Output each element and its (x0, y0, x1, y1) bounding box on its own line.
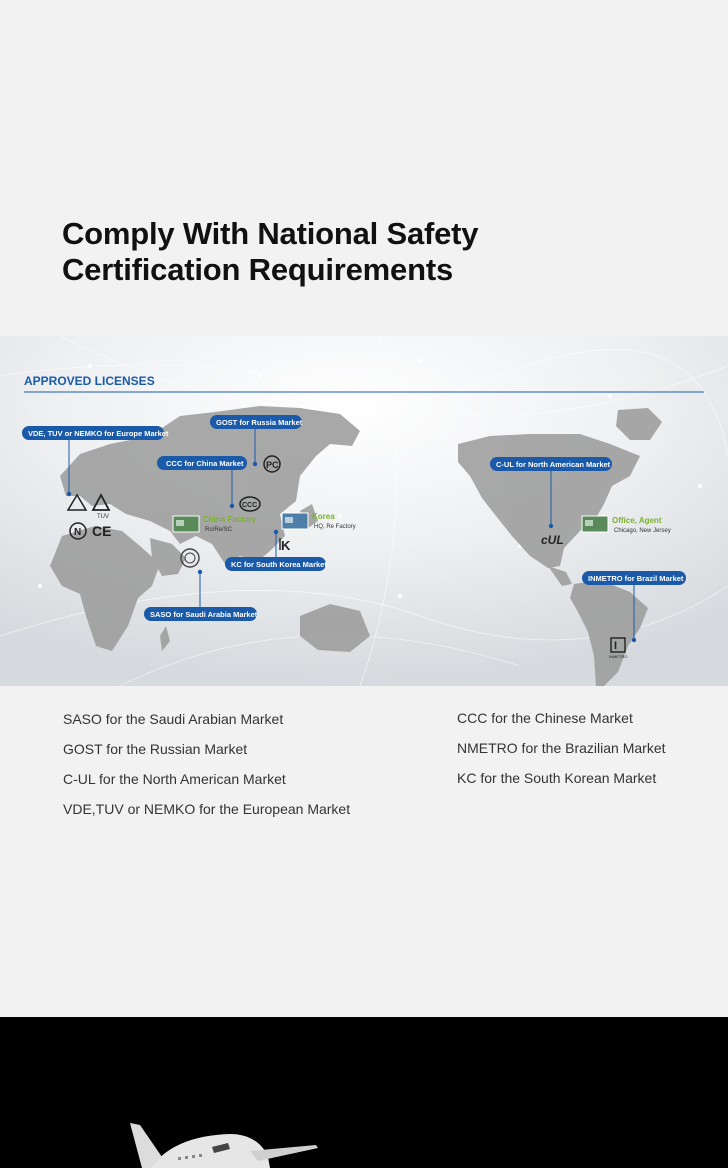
svg-text:INMETRO for Brazil Market: INMETRO for Brazil Market (588, 574, 684, 583)
svg-text:C-UL for North American Marke: C-UL for North American Market (496, 460, 611, 469)
list-item: CCC for the Chinese Market (457, 710, 633, 726)
list-item: VDE,TUV or NEMKO for the European Market (63, 801, 351, 817)
svg-text:CCC: CCC (242, 502, 258, 509)
list-item: C-UL for the North American Market (63, 771, 286, 787)
svg-text:CCC for China Market: CCC for China Market (166, 459, 244, 468)
svg-text:K: K (281, 538, 291, 553)
svg-text:CE: CE (92, 523, 112, 539)
svg-text:N: N (74, 527, 82, 538)
approved-licenses-map (0, 336, 728, 686)
svg-text:I: I (614, 640, 618, 652)
svg-text:TUV: TUV (97, 514, 109, 520)
svg-text:INMETRO: INMETRO (609, 654, 628, 659)
svg-text:China Factory: China Factory (203, 515, 257, 524)
page-title (62, 216, 622, 288)
approved-licenses-header: APPROVED LICENSES (24, 374, 155, 388)
svg-text:cUL: cUL (541, 533, 564, 547)
svg-text:SASO for Saudi Arabia Market: SASO for Saudi Arabia Market (150, 610, 258, 619)
list-item: SASO for the Saudi Arabian Market (63, 711, 284, 727)
airplane-image (0, 1017, 728, 1168)
svg-text:Chicago, New Jersey: Chicago, New Jersey (614, 528, 671, 534)
title-line-1: Comply With National Safety (62, 216, 479, 251)
list-item: GOST for the Russian Market (63, 741, 248, 757)
list-item: KC for the South Korean Market (457, 770, 657, 786)
market-list-left (63, 704, 350, 824)
svg-text:Office, Agent: Office, Agent (612, 516, 662, 525)
svg-text:PC: PC (266, 460, 279, 470)
svg-text:KC for South Korea Market: KC for South Korea Market (231, 560, 327, 569)
market-list-right (457, 703, 666, 793)
list-item: NMETRO for the Brazilian Market (457, 740, 666, 756)
svg-text:HQ, Re Factory: HQ, Re Factory (314, 524, 356, 530)
svg-text:GOST for Russia Market: GOST for Russia Market (216, 418, 303, 427)
svg-text:Ro/Re/SC: Ro/Re/SC (205, 527, 233, 533)
svg-text:Korea: Korea (312, 512, 335, 521)
footer-banner (0, 1017, 728, 1168)
svg-text:VDE, TUV or NEMKO for Europe M: VDE, TUV or NEMKO for Europe Market (28, 429, 169, 438)
title-line-2: Certification Requirements (62, 252, 453, 287)
